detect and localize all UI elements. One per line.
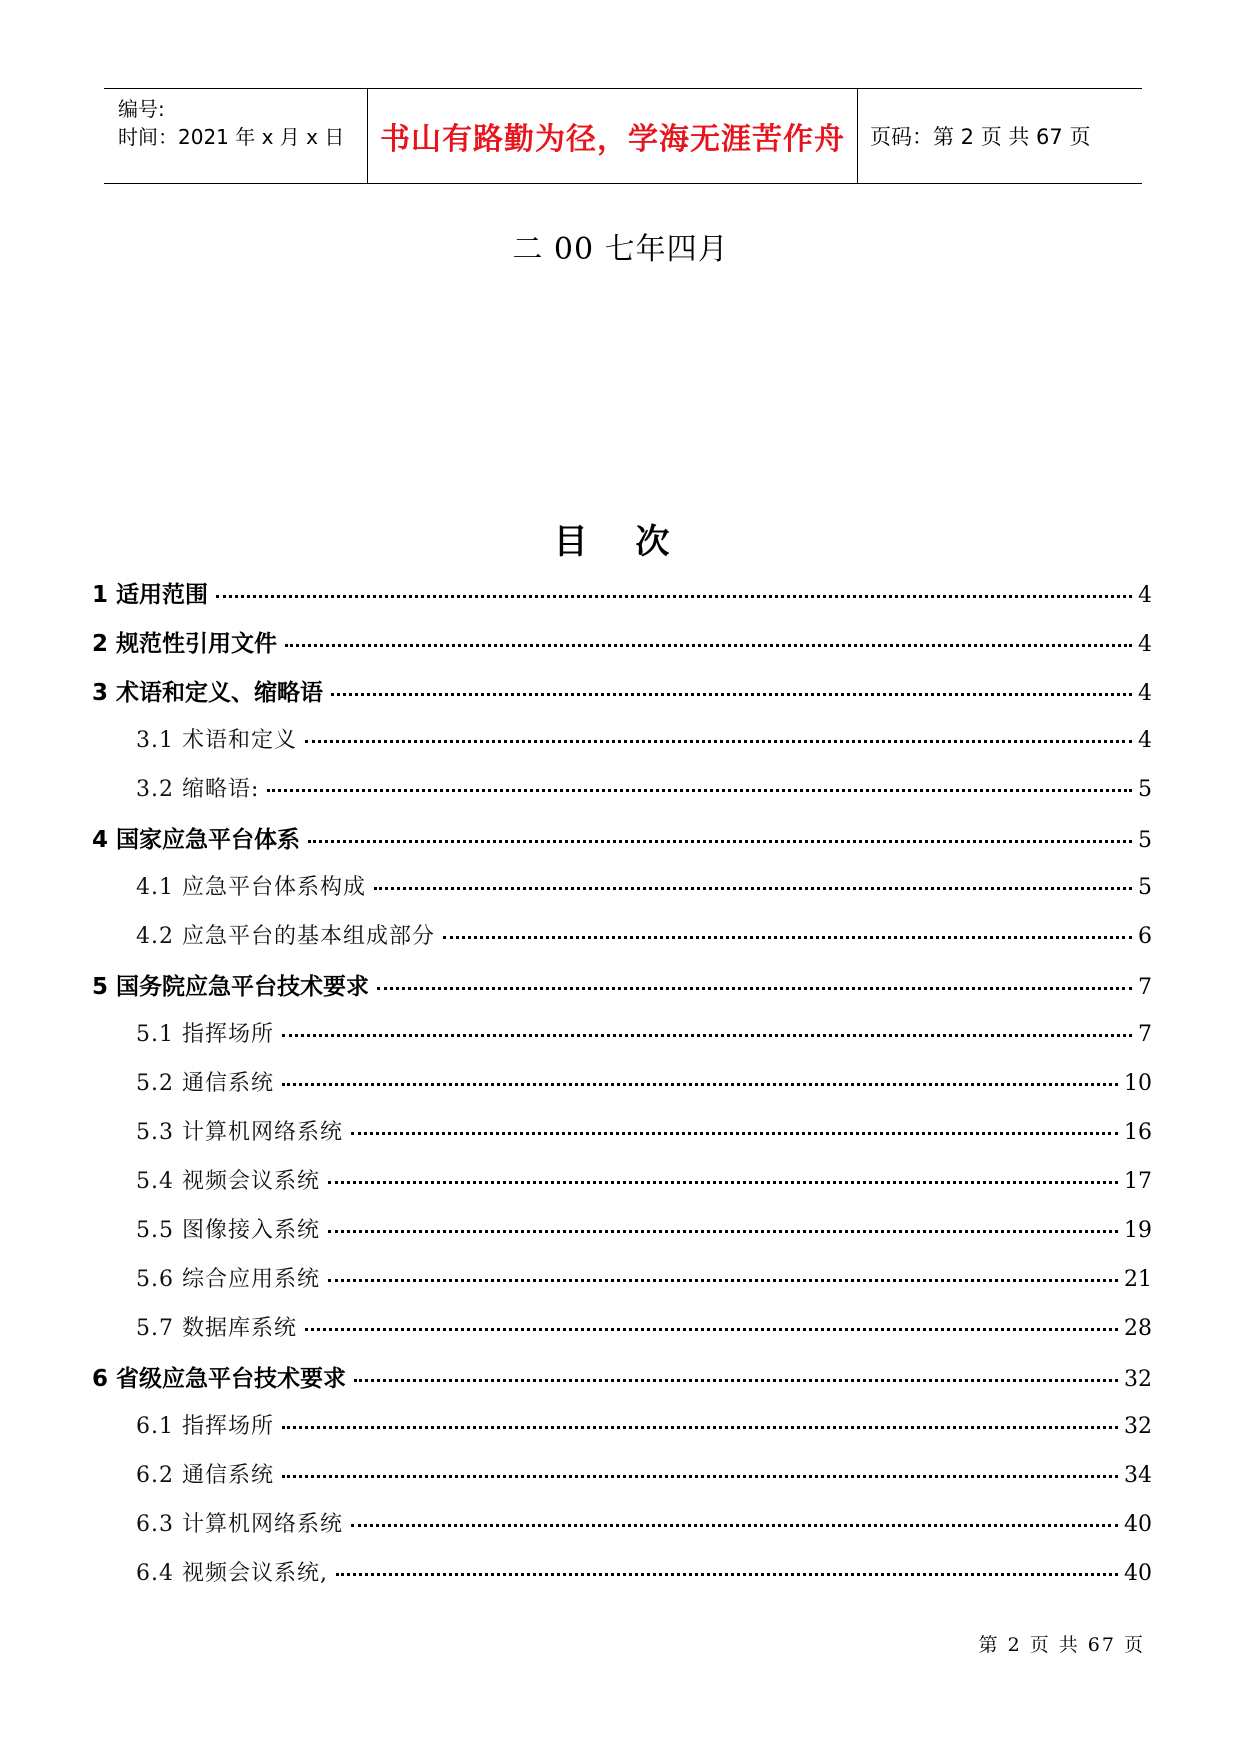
dot-leader (282, 1083, 1118, 1086)
toc-entry-label: 5.7 数据库系统 (136, 1316, 297, 1341)
toc-entry[interactable] (92, 1164, 1152, 1213)
toc-entry[interactable] (92, 1507, 1152, 1556)
toc-entry[interactable] (92, 625, 1152, 674)
document-time-label: 时间：2021 年 x 月 x 日 (118, 125, 345, 149)
toc-entry-label: 4.2 应急平台的基本组成部分 (136, 924, 435, 949)
toc-entry-label: 4 国家应急平台体系 (92, 827, 301, 853)
dot-leader (328, 1230, 1118, 1233)
toc-entry-page: 5 (1138, 828, 1152, 853)
toc-entry-page: 4 (1138, 583, 1152, 608)
toc-entry-label: 3.1 术语和定义 (136, 728, 297, 753)
page-footer: 第 2 页 共 67 页 (978, 1634, 1145, 1656)
table-of-contents (92, 576, 1152, 1605)
dot-leader (377, 987, 1132, 990)
toc-entry[interactable] (92, 968, 1152, 1017)
toc-entry-label: 1 适用范围 (92, 582, 209, 608)
toc-entry-label: 3.2 缩略语: (136, 777, 260, 802)
header-table (104, 88, 1142, 184)
toc-entry-page: 4 (1138, 632, 1152, 657)
page-code-label: 页码：第 2 页 共 67 页 (870, 125, 1091, 149)
toc-entry[interactable] (92, 1556, 1152, 1605)
toc-entry-label: 5 国务院应急平台技术要求 (92, 974, 370, 1000)
toc-entry-page: 16 (1124, 1120, 1152, 1145)
toc-entry[interactable] (92, 1213, 1152, 1262)
date-line: 二 00 七年四月 (512, 232, 729, 267)
toc-entry[interactable] (92, 576, 1152, 625)
toc-entry[interactable] (92, 723, 1152, 772)
dot-leader (328, 1279, 1118, 1282)
dot-leader (374, 887, 1132, 890)
dot-leader (354, 1379, 1118, 1382)
toc-entry-label: 2 规范性引用文件 (92, 631, 278, 657)
toc-entry[interactable] (92, 1017, 1152, 1066)
toc-entry-page: 7 (1138, 975, 1152, 1000)
toc-entry-label: 6.2 通信系统 (136, 1463, 274, 1488)
dot-leader (331, 693, 1132, 696)
toc-entry-page: 4 (1138, 681, 1152, 706)
toc-entry[interactable] (92, 674, 1152, 723)
toc-entry-label: 6.4 视频会议系统, (136, 1561, 328, 1586)
toc-entry[interactable] (92, 1311, 1152, 1360)
toc-entry-page: 28 (1124, 1316, 1152, 1341)
toc-entry-page: 32 (1124, 1367, 1152, 1392)
dot-leader (328, 1181, 1118, 1184)
toc-entry-page: 34 (1124, 1463, 1152, 1488)
toc-entry-page: 10 (1124, 1071, 1152, 1096)
toc-entry-label: 5.1 指挥场所 (136, 1022, 274, 1047)
dot-leader (285, 644, 1132, 647)
toc-entry[interactable] (92, 1458, 1152, 1507)
dot-leader (282, 1475, 1118, 1478)
dot-leader (308, 840, 1132, 843)
toc-entry-label: 6.3 计算机网络系统 (136, 1512, 343, 1537)
toc-entry-page: 40 (1124, 1512, 1152, 1537)
header-info-cell (104, 89, 368, 183)
toc-entry-label: 6 省级应急平台技术要求 (92, 1366, 347, 1392)
toc-entry-label: 3 术语和定义、缩略语 (92, 680, 324, 706)
dot-leader (282, 1034, 1132, 1037)
toc-entry-page: 21 (1124, 1267, 1152, 1292)
toc-entry-page: 17 (1124, 1169, 1152, 1194)
toc-entry[interactable] (92, 1115, 1152, 1164)
motto-text: 书山有路勤为径，学海无涯苦作舟 (380, 122, 845, 157)
toc-entry[interactable] (92, 1066, 1152, 1115)
toc-entry-label: 5.3 计算机网络系统 (136, 1120, 343, 1145)
toc-entry-label: 4.1 应急平台体系构成 (136, 875, 366, 900)
toc-entry[interactable] (92, 1262, 1152, 1311)
toc-entry[interactable] (92, 870, 1152, 919)
toc-entry-label: 5.4 视频会议系统 (136, 1169, 320, 1194)
dot-leader (216, 595, 1132, 598)
dot-leader (336, 1573, 1118, 1576)
toc-entry[interactable] (92, 772, 1152, 821)
dot-leader (351, 1132, 1118, 1135)
toc-entry-label: 5.5 图像接入系统 (136, 1218, 320, 1243)
toc-entry-page: 32 (1124, 1414, 1152, 1439)
toc-entry-page: 5 (1138, 777, 1152, 802)
toc-entry-page: 4 (1138, 728, 1152, 753)
dot-leader (305, 740, 1132, 743)
toc-entry[interactable] (92, 821, 1152, 870)
document-number-label: 编号: (118, 97, 165, 121)
toc-entry-label: 5.6 综合应用系统 (136, 1267, 320, 1292)
header-page-cell (858, 89, 1142, 183)
header-motto-cell (368, 89, 858, 183)
toc-entry[interactable] (92, 1409, 1152, 1458)
toc-entry-page: 19 (1124, 1218, 1152, 1243)
toc-entry-page: 5 (1138, 875, 1152, 900)
dot-leader (351, 1524, 1118, 1527)
toc-entry-page: 40 (1124, 1561, 1152, 1586)
dot-leader (282, 1426, 1118, 1429)
dot-leader (305, 1328, 1118, 1331)
toc-entry-page: 6 (1138, 924, 1152, 949)
toc-entry[interactable] (92, 1360, 1152, 1409)
dot-leader (267, 789, 1132, 792)
toc-entry[interactable] (92, 919, 1152, 968)
toc-entry-page: 7 (1138, 1022, 1152, 1047)
toc-entry-label: 5.2 通信系统 (136, 1071, 274, 1096)
toc-title: 目 次 (553, 522, 688, 562)
dot-leader (443, 936, 1132, 939)
toc-entry-label: 6.1 指挥场所 (136, 1414, 274, 1439)
